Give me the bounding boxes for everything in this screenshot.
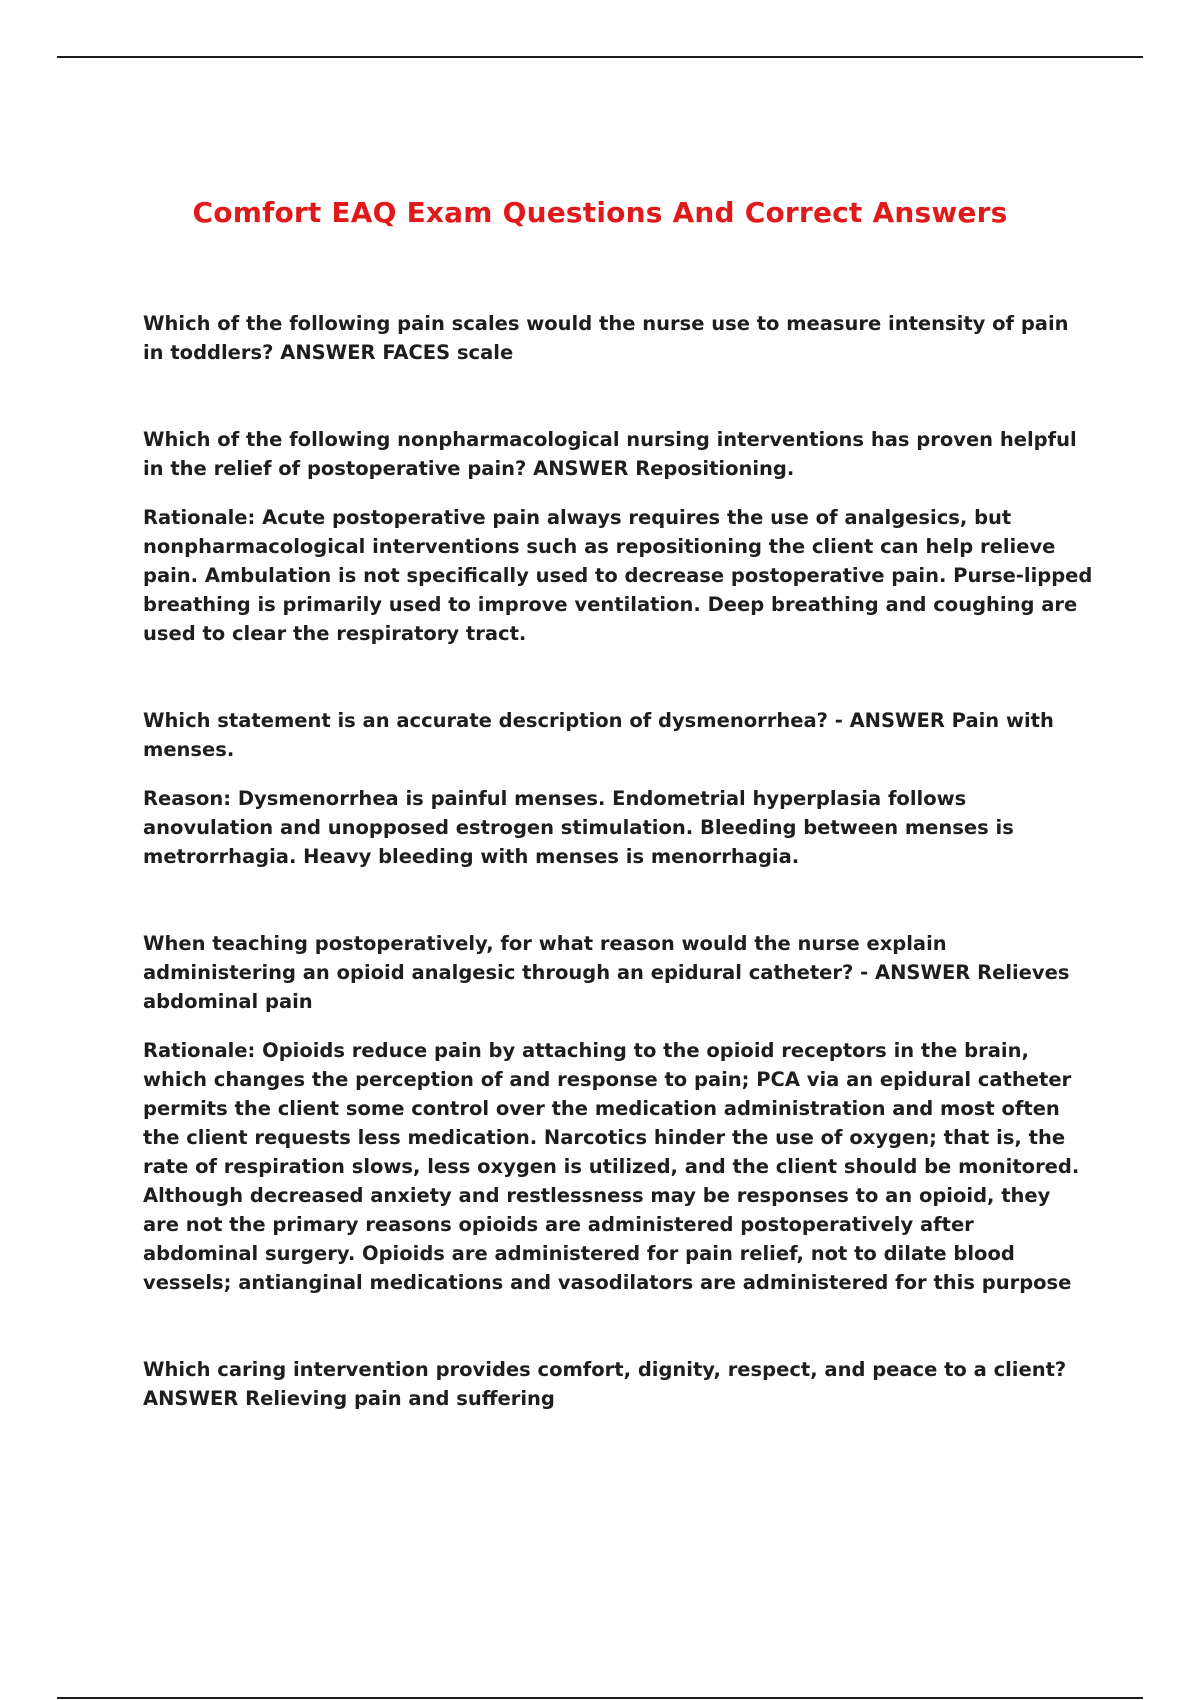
top-rule (57, 56, 1143, 58)
rationale: Rationale: Acute postoperative pain always requires the use of analgesics, but nonpharmacological interventions such as repositioning the client can help relieve pain. Ambulation is not specifically used to decrease postoperative pain. Purse-lipped breathing is primarily used to improve ventilation. Deep breathing and coughing are used to clear the respiratory tract. (143, 506, 1093, 645)
question-answer: Which of the following nonpharmacological nursing interventions has proven helpful in the relief of postoperative pain? ANSWER Repositioning. (143, 428, 1077, 480)
document-body (143, 309, 1093, 1413)
qa-block-2 (143, 425, 1093, 648)
qa-block-4 (143, 929, 1093, 1297)
question-answer: Which statement is an accurate description of dysmenorrhea? - ANSWER Pain with menses. (143, 709, 1054, 761)
question-answer: Which caring intervention provides comfort, dignity, respect, and peace to a client? ANSWER Relieving pain and suffering (143, 1358, 1067, 1410)
question-answer: Which of the following pain scales would the nurse use to measure intensity of pain in toddlers? ANSWER FACES scale (143, 312, 1069, 364)
document-title: Comfort EAQ Exam Questions And Correct Answers (192, 196, 1008, 229)
reason: Reason: Dysmenorrhea is painful menses. Endometrial hyperplasia follows anovulation and unopposed estrogen stimulation. Bleeding between menses is metrorrhagia. Heavy bleeding with menses is menorrhagia. (143, 787, 1014, 868)
qa-block-3 (143, 706, 1093, 871)
qa-block-5 (143, 1355, 1093, 1413)
bottom-rule (57, 1697, 1143, 1699)
rationale: Rationale: Opioids reduce pain by attaching to the opioid receptors in the brain, which changes the perception of and response to pain; PCA via an epidural catheter permits the client some control over the medication administration and most often the client requests less medication. Narcotics hinder the use of oxygen; that is, the rate of respiration slows, less oxygen is utilized, and the client should be monitored. Although decreased anxiety and restlessness may be responses to an opioid, they are not the primary reasons opioids are administered postoperatively after abdominal surgery. Opioids are administered for pain relief, not to dilate blood vessels; antianginal medications and vasodilators are administered for this purpose (143, 1039, 1080, 1294)
question-answer: When teaching postoperatively, for what reason would the nurse explain administering an opioid analgesic through an epidural catheter? - ANSWER Relieves abdominal pain (143, 932, 1070, 1013)
qa-block-1 (143, 309, 1093, 367)
